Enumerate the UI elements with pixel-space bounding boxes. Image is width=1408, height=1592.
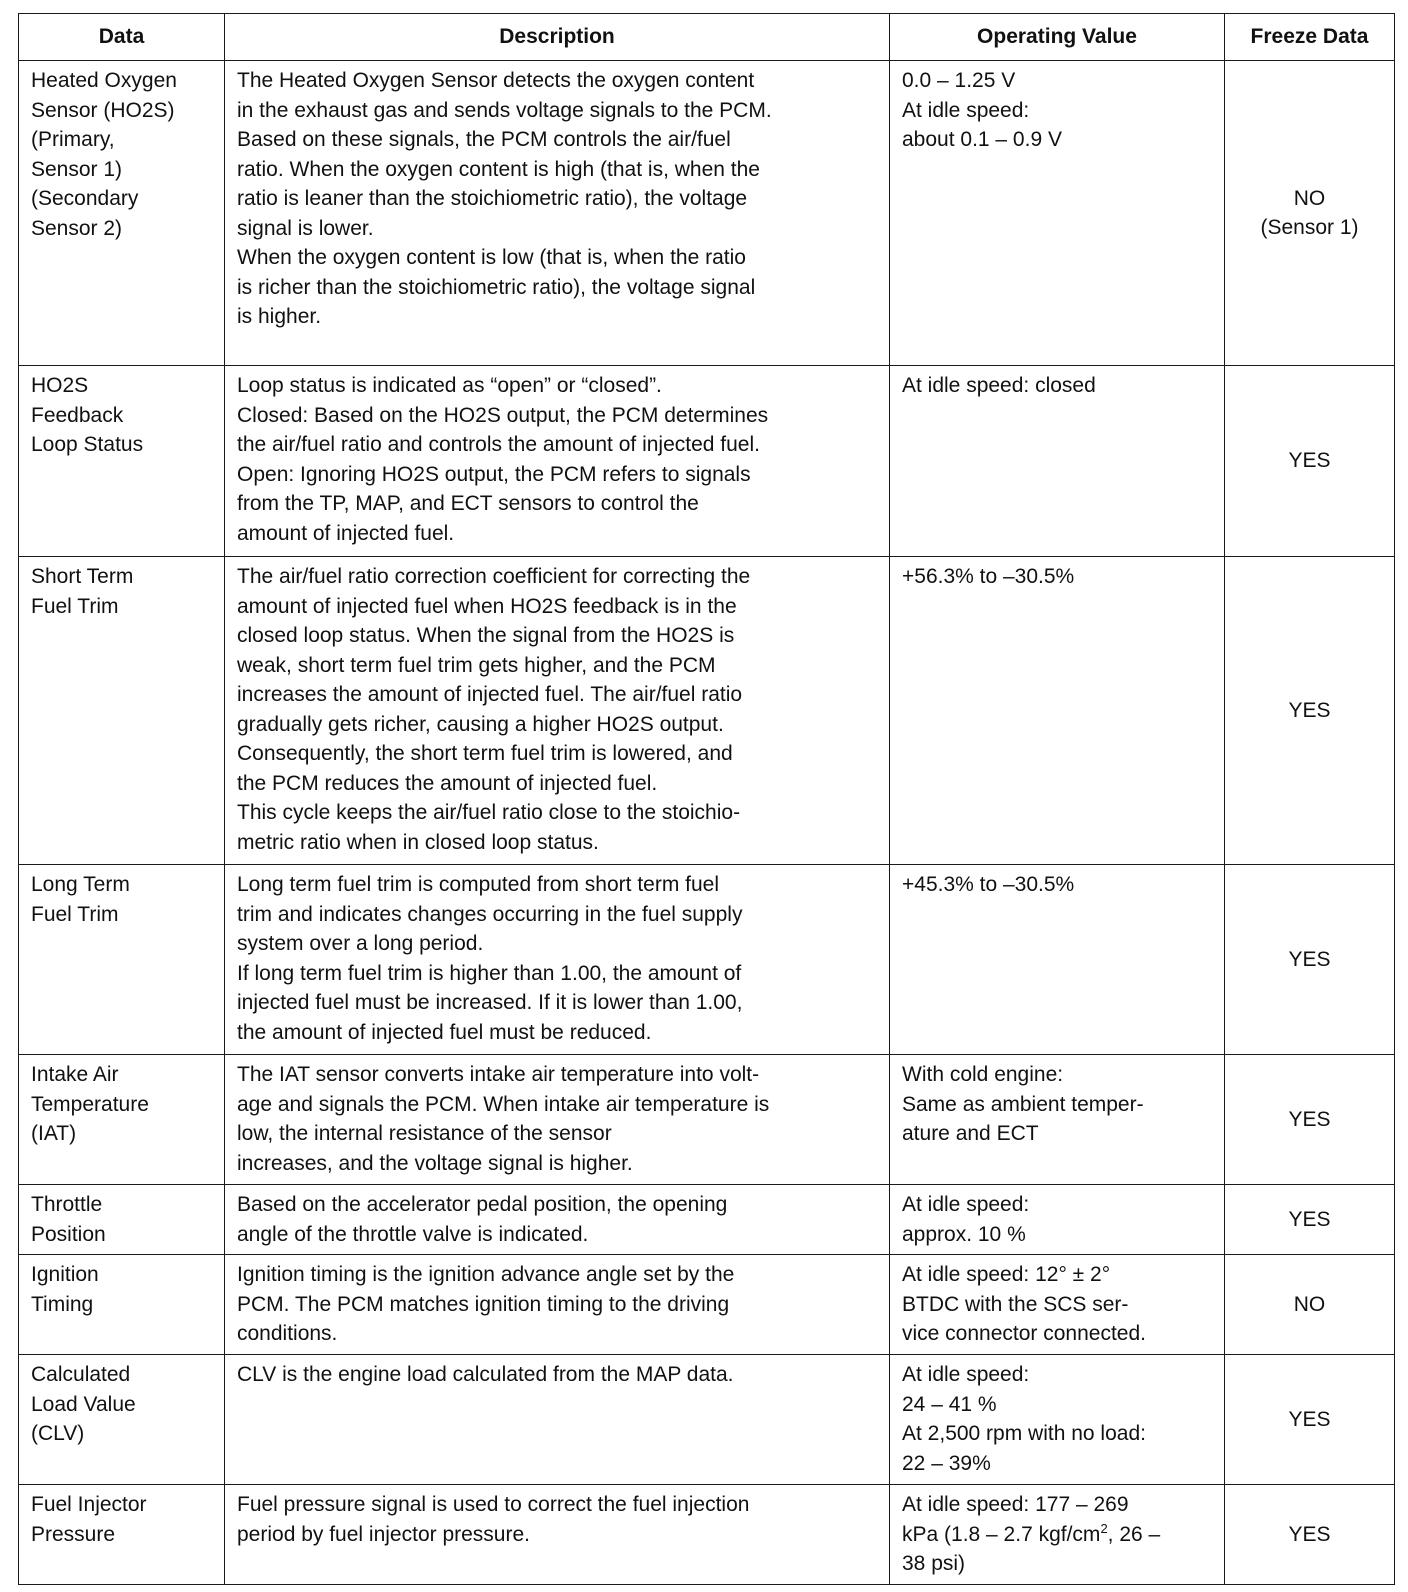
- cell-operating-value: At idle speed: approx. 10 %: [890, 1185, 1225, 1255]
- cell-description: Fuel pressure signal is used to correct the fuel injection period by fuel injector pressure.: [225, 1485, 890, 1585]
- cell-operating-value: At idle speed: 12° ± 2° BTDC with the SCS ser- vice connector connected.: [890, 1255, 1225, 1355]
- cell-description: CLV is the engine load calculated from the MAP data.: [225, 1355, 890, 1485]
- cell-operating-value: +56.3% to –30.5%: [890, 557, 1225, 865]
- table-row: [19, 1255, 1395, 1355]
- cell-description: The air/fuel ratio correction coefficient for correcting the amount of injected fuel when HO2S feedback is in the closed loop status. When the signal from the HO2S is weak, short term fuel trim gets higher, and the PCM increases the amount of injected fuel. The air/fuel ratio gradually gets richer, causing a higher HO2S output. Consequently, the short term fuel trim is lowered, and the PCM reduces the amount of injected fuel. This cycle keeps the air/fuel ratio close to the stoichio- metric ratio when in closed loop status.: [225, 557, 890, 865]
- header-description: Description: [225, 14, 890, 61]
- cell-description: Long term fuel trim is computed from short term fuel trim and indicates changes occurring in the fuel supply system over a long period. If long term fuel trim is higher than 1.00, the amount of injected fuel must be increased. If it is lower than 1.00, the amount of injected fuel must be reduced.: [225, 865, 890, 1055]
- table-row: [19, 1485, 1395, 1585]
- cell-description: The Heated Oxygen Sensor detects the oxygen content in the exhaust gas and sends voltage signals to the PCM. Based on these signals, the PCM controls the air/fuel ratio. When the oxygen content is high (that is, when the ratio is leaner than the stoichiometric ratio), the voltage signal is lower. When the oxygen content is low (that is, when the ratio is richer than the stoichiometric ratio), the voltage signal is higher.: [225, 61, 890, 366]
- cell-operating-value: At idle speed: 24 – 41 % At 2,500 rpm with no load: 22 – 39%: [890, 1355, 1225, 1485]
- cell-operating-value: +45.3% to –30.5%: [890, 865, 1225, 1055]
- cell-description: Loop status is indicated as “open” or “closed”. Closed: Based on the HO2S output, the PCM determines the air/fuel ratio and controls the amount of injected fuel. Open: Ignoring HO2S output, the PCM refers to signals from the TP, MAP, and ECT sensors to control the amount of injected fuel.: [225, 366, 890, 557]
- cell-freeze: NO (Sensor 1): [1225, 61, 1395, 366]
- table-row: [19, 557, 1395, 865]
- cell-data: Long Term Fuel Trim: [19, 865, 225, 1055]
- cell-freeze: YES: [1225, 557, 1395, 865]
- cell-data: Calculated Load Value (CLV): [19, 1355, 225, 1485]
- cell-data: Heated Oxygen Sensor (HO2S) (Primary, Sensor 1) (Secondary Sensor 2): [19, 61, 225, 366]
- cell-freeze: YES: [1225, 1185, 1395, 1255]
- superscript-two: 2: [1100, 1520, 1108, 1536]
- cell-description: Based on the accelerator pedal position, the opening angle of the throttle valve is indicated.: [225, 1185, 890, 1255]
- cell-operating-value: With cold engine: Same as ambient temper- ature and ECT: [890, 1055, 1225, 1185]
- cell-freeze: YES: [1225, 865, 1395, 1055]
- cell-data: HO2S Feedback Loop Status: [19, 366, 225, 557]
- cell-freeze: YES: [1225, 1055, 1395, 1185]
- operating-value-text-rest: , 26 – 38 psi): [902, 1522, 1161, 1575]
- cell-data: Fuel Injector Pressure: [19, 1485, 225, 1585]
- operating-value-text: At idle speed: 177 – 269 kPa (1.8 – 2.7 kgf/cm: [902, 1493, 1129, 1546]
- cell-freeze: YES: [1225, 1485, 1395, 1585]
- table-row: [19, 61, 1395, 366]
- cell-data: Short Term Fuel Trim: [19, 557, 225, 865]
- cell-description: The IAT sensor converts intake air temperature into volt- age and signals the PCM. When intake air temperature is low, the internal resistance of the sensor increases, and the voltage signal is higher.: [225, 1055, 890, 1185]
- cell-freeze: NO: [1225, 1255, 1395, 1355]
- table-row: [19, 1355, 1395, 1485]
- cell-operating-value: [890, 1485, 1225, 1585]
- header-operating-value: Operating Value: [890, 14, 1225, 61]
- cell-description: Ignition timing is the ignition advance angle set by the PCM. The PCM matches ignition timing to the driving conditions.: [225, 1255, 890, 1355]
- cell-freeze: YES: [1225, 366, 1395, 557]
- data-table-sheet: [18, 13, 1394, 1585]
- table-row: [19, 1055, 1395, 1185]
- table-row: [19, 865, 1395, 1055]
- header-row: [19, 14, 1395, 61]
- cell-data: Ignition Timing: [19, 1255, 225, 1355]
- cell-operating-value: 0.0 – 1.25 V At idle speed: about 0.1 – 0.9 V: [890, 61, 1225, 366]
- table-row: [19, 1185, 1395, 1255]
- data-table: [18, 13, 1395, 1585]
- cell-operating-value: At idle speed: closed: [890, 366, 1225, 557]
- cell-data: Intake Air Temperature (IAT): [19, 1055, 225, 1185]
- header-data: Data: [19, 14, 225, 61]
- table-row: [19, 366, 1395, 557]
- header-freeze-data: Freeze Data: [1225, 14, 1395, 61]
- cell-data: Throttle Position: [19, 1185, 225, 1255]
- cell-freeze: YES: [1225, 1355, 1395, 1485]
